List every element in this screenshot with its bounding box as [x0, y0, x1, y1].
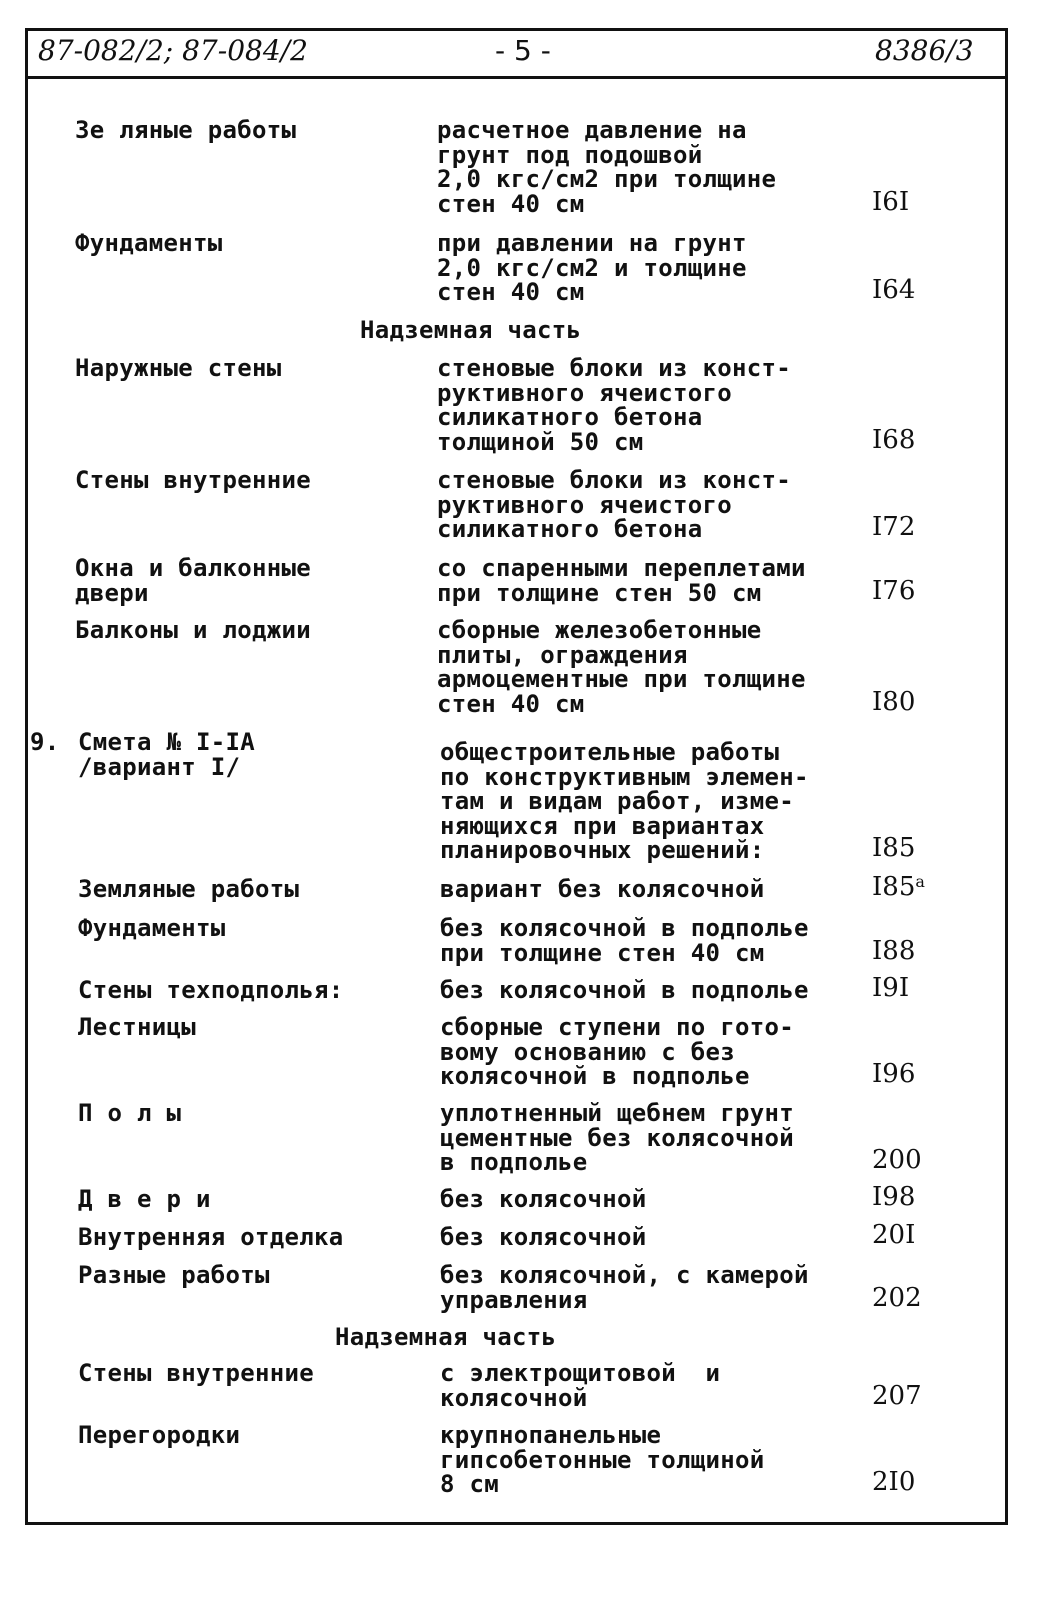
item-description: без колясочной в подполье — [440, 976, 809, 1004]
item-page-ref: 200 — [872, 1145, 922, 1175]
item-description: сборные железобетонные — [437, 616, 762, 644]
item-description: стен 40 см — [437, 278, 585, 306]
item-description: без колясочной — [440, 1185, 647, 1213]
item-description: колясочной в подполье — [440, 1062, 750, 1090]
item-description: стен 40 см — [437, 189, 585, 218]
item-description: без колясочной в подполье — [440, 914, 809, 942]
item-description: вариант без колясочной — [440, 875, 765, 903]
item-description: там и видам работ, изме- — [440, 787, 794, 815]
item-title: П о л ы — [78, 1099, 182, 1127]
item-page-ref: I80 — [872, 686, 916, 717]
item-title: Стены внутренние — [78, 1359, 314, 1387]
item-description: стеновые блоки из конст- — [437, 466, 791, 494]
item-description: плиты, ограждения — [437, 640, 688, 669]
item-page-ref: 2I0 — [872, 1467, 916, 1497]
item-page-ref: 20I — [872, 1220, 916, 1250]
item-description: колясочной — [440, 1383, 588, 1412]
item-description: при толщине стен 50 см — [437, 578, 762, 607]
item-title: Перегородки — [78, 1421, 241, 1449]
item-title: Лестницы — [78, 1013, 196, 1041]
item-description: общестроительные работы — [440, 738, 780, 766]
item-description: при толщине стен 40 см — [440, 938, 765, 967]
item-page-ref: I98 — [872, 1182, 916, 1212]
item-description: 2,0 кгс/см2 и толщине — [437, 253, 747, 282]
item-description: с электрощитовой и — [440, 1359, 721, 1387]
item-title: Фундаменты — [78, 914, 226, 942]
item-title: Внутренняя отделка — [78, 1223, 344, 1251]
item-description: по конструктивным элемен- — [440, 762, 809, 791]
item-description: силикатного бетона — [437, 403, 703, 431]
item-page-ref: $I85^а$ — [872, 872, 925, 902]
item-page-ref: I85 — [872, 833, 916, 863]
item-description: уплотненный щебнем грунт — [440, 1099, 794, 1127]
item-page-ref: I9I — [872, 973, 910, 1003]
item-description: силикатного бетона — [437, 515, 703, 543]
item-page-ref: 202 — [872, 1282, 922, 1313]
item-description: грунт под подошвой — [437, 140, 703, 169]
item-title: Наружные стены — [75, 354, 282, 382]
item-description: толщиной 50 см — [437, 427, 644, 456]
item-page-ref: I88 — [872, 935, 916, 966]
item-description: крупнопанельные — [440, 1421, 662, 1449]
item-description: при давлении на грунт — [437, 229, 747, 257]
sheet-code: 8386/3 — [875, 34, 974, 67]
item-title: Зе ляные работы — [75, 116, 297, 144]
item-description: армоцементные при толщине — [437, 665, 806, 693]
item-page-ref: I68 — [872, 424, 916, 455]
item-page-ref: I96 — [872, 1059, 916, 1089]
section-heading: Надземная часть — [335, 1323, 557, 1351]
item-page-ref: I64 — [872, 275, 916, 305]
item-title: Балконы и лоджии — [75, 616, 311, 644]
item-title: Д в е р и — [78, 1185, 211, 1213]
item-title: Фундаменты — [75, 229, 223, 257]
item-description: цементные без колясочной — [440, 1123, 794, 1152]
item-description: со спаренными переплетами — [437, 554, 806, 582]
header-divider — [25, 76, 1008, 79]
item-number: 9. — [30, 728, 60, 756]
item-page-ref: I72 — [872, 512, 916, 542]
item-description: без колясочной, с камерой — [440, 1261, 809, 1289]
item-page-ref: 207 — [872, 1380, 922, 1411]
item-title: двери — [75, 578, 149, 607]
item-title: Смета № I-IA — [78, 728, 255, 756]
item-description: няющихся при вариантах — [440, 811, 765, 840]
item-description: стен 40 см — [437, 689, 585, 718]
item-page-ref: I6I — [872, 186, 910, 217]
page-number: - 5 - — [495, 34, 551, 67]
item-description: 2,0 кгс/см2 при толщине — [437, 165, 777, 193]
section-heading: Надземная часть — [360, 316, 582, 344]
item-description: без колясочной — [440, 1223, 647, 1251]
item-description: руктивного ячеистого — [437, 378, 732, 407]
item-description: 8 см — [440, 1470, 499, 1498]
item-description: расчетное давление на — [437, 116, 747, 144]
item-description: стеновые блоки из конст- — [437, 354, 791, 382]
item-title: /вариант I/ — [78, 752, 241, 781]
item-description: гипсобетонные толщиной — [440, 1445, 765, 1474]
item-description: вому основанию с без — [440, 1037, 735, 1066]
item-description: руктивного ячеистого — [437, 490, 732, 519]
item-description: в подполье — [440, 1148, 588, 1176]
item-title: Стены техподполья: — [78, 976, 344, 1004]
item-title: Окна и балконные — [75, 554, 311, 582]
item-description: сборные ступени по гото- — [440, 1013, 794, 1041]
item-title: Разные работы — [78, 1261, 270, 1289]
item-description: планировочных решений: — [440, 836, 765, 864]
item-title: Земляные работы — [78, 875, 300, 903]
item-page-ref: I76 — [872, 575, 916, 606]
page-ref-suffix: а — [915, 872, 925, 891]
item-description: управления — [440, 1285, 588, 1314]
document-codes: 87-082/2; 87-084/2 — [38, 34, 308, 67]
item-title: Стены внутренние — [75, 466, 311, 494]
